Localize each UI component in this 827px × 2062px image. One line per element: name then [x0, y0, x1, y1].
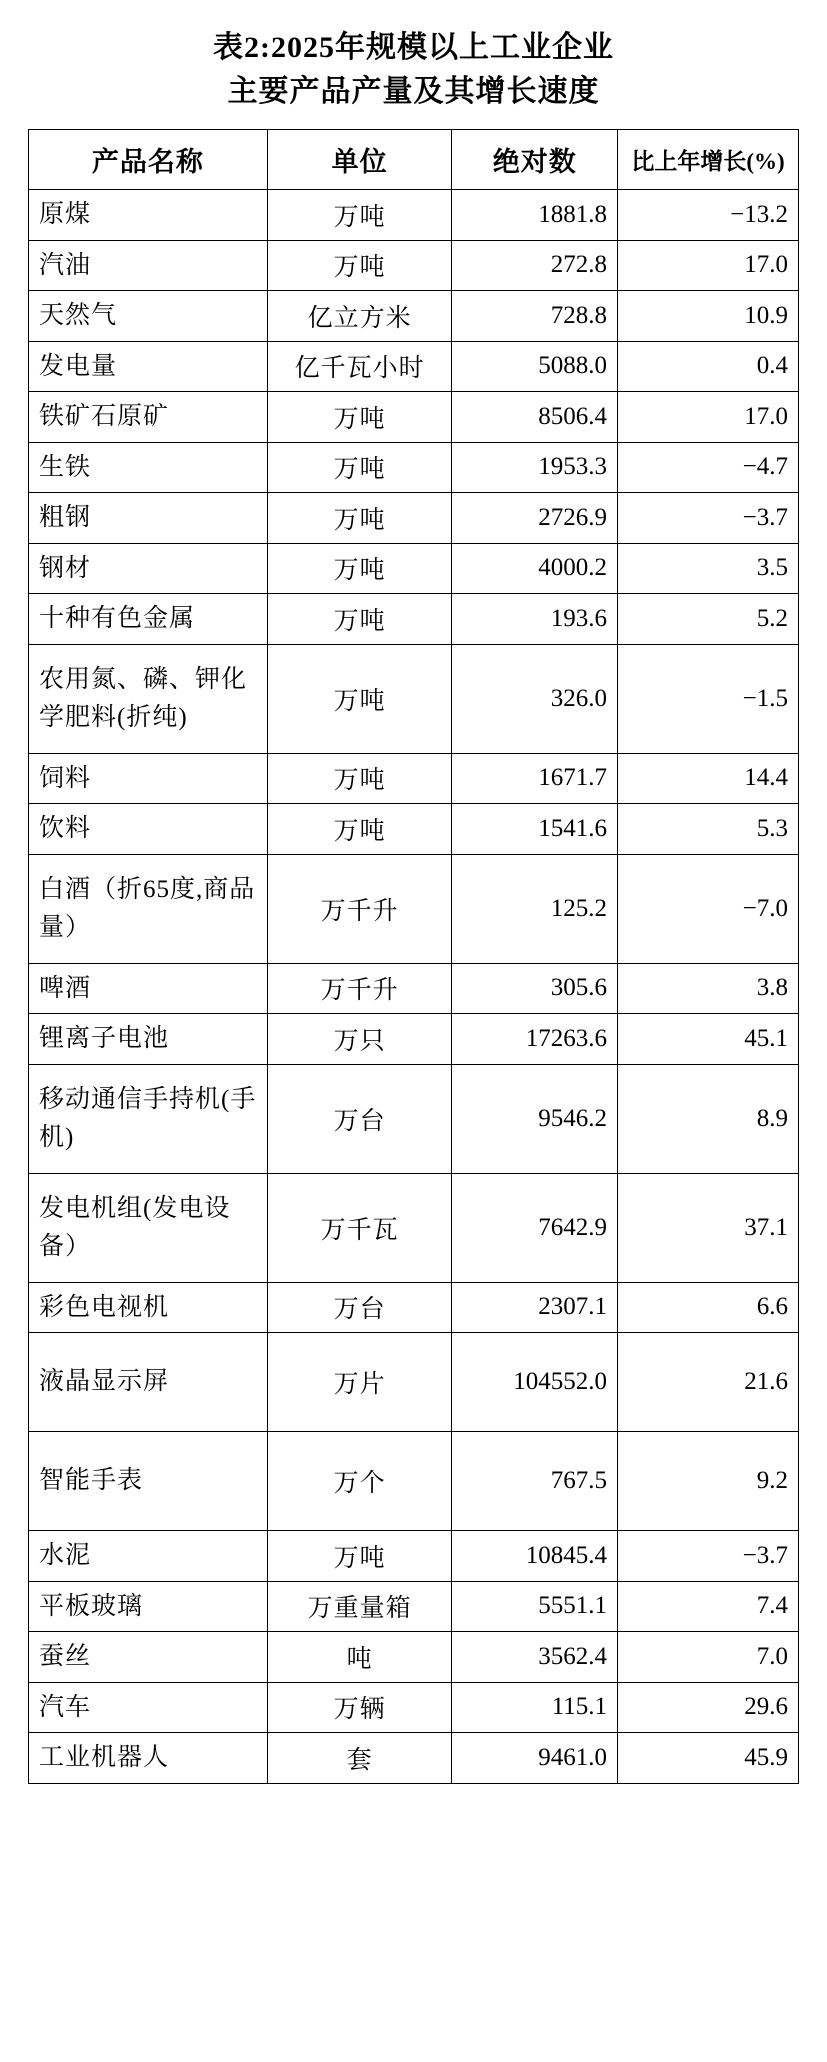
cell-absolute-value: 193.6 — [452, 594, 618, 645]
table-row — [29, 493, 799, 544]
cell-growth-rate: 6.6 — [618, 1282, 799, 1333]
cell-growth-rate: −7.0 — [618, 854, 799, 963]
cell-unit: 套 — [267, 1733, 452, 1784]
table-row — [29, 1432, 799, 1531]
cell-unit: 万片 — [267, 1333, 452, 1432]
table-row — [29, 543, 799, 594]
page-title-line-2: 主要产品产量及其增长速度 — [227, 74, 600, 108]
cell-unit: 万台 — [267, 1282, 452, 1333]
cell-unit: 万吨 — [267, 392, 452, 443]
cell-absolute-value: 1881.8 — [452, 190, 618, 241]
table-row — [29, 240, 799, 291]
cell-growth-rate: 29.6 — [618, 1682, 799, 1733]
column-header-absolute: 绝对数 — [452, 130, 618, 190]
table-row — [29, 291, 799, 342]
cell-absolute-value: 767.5 — [452, 1432, 618, 1531]
cell-product-name: 粗钢 — [29, 493, 268, 544]
cell-unit: 万吨 — [267, 644, 452, 753]
table-row — [29, 190, 799, 241]
cell-product-name: 白酒（折65度,商品量） — [29, 854, 268, 963]
cell-absolute-value: 1953.3 — [452, 442, 618, 493]
cell-absolute-value: 9546.2 — [452, 1064, 618, 1173]
table-row — [29, 1064, 799, 1173]
cell-unit: 亿千瓦小时 — [267, 341, 452, 392]
cell-product-name: 钢材 — [29, 543, 268, 594]
cell-product-name: 发电机组(发电设备） — [29, 1173, 268, 1282]
cell-growth-rate: 7.4 — [618, 1581, 799, 1632]
cell-unit: 万吨 — [267, 240, 452, 291]
cell-unit: 万千升 — [267, 854, 452, 963]
cell-absolute-value: 125.2 — [452, 854, 618, 963]
cell-growth-rate: 5.2 — [618, 594, 799, 645]
cell-growth-rate: 37.1 — [618, 1173, 799, 1282]
table-row — [29, 1531, 799, 1582]
cell-growth-rate: 10.9 — [618, 291, 799, 342]
cell-absolute-value: 8506.4 — [452, 392, 618, 443]
table-row — [29, 753, 799, 804]
cell-product-name: 铁矿石原矿 — [29, 392, 268, 443]
cell-unit: 万台 — [267, 1064, 452, 1173]
table-row — [29, 1282, 799, 1333]
table-header — [29, 130, 799, 190]
column-header-growth: 比上年增长(%) — [618, 130, 799, 190]
table-row — [29, 963, 799, 1014]
cell-growth-rate: 7.0 — [618, 1632, 799, 1683]
table-row — [29, 1682, 799, 1733]
cell-unit: 万个 — [267, 1432, 452, 1531]
cell-unit: 万重量箱 — [267, 1581, 452, 1632]
cell-product-name: 饮料 — [29, 804, 268, 855]
cell-absolute-value: 10845.4 — [452, 1531, 618, 1582]
cell-unit: 万辆 — [267, 1682, 452, 1733]
table-row — [29, 442, 799, 493]
cell-absolute-value: 115.1 — [452, 1682, 618, 1733]
cell-product-name: 生铁 — [29, 442, 268, 493]
cell-product-name: 原煤 — [29, 190, 268, 241]
cell-absolute-value: 272.8 — [452, 240, 618, 291]
cell-absolute-value: 5088.0 — [452, 341, 618, 392]
table-row — [29, 341, 799, 392]
cell-growth-rate: 5.3 — [618, 804, 799, 855]
table-row — [29, 392, 799, 443]
cell-product-name: 工业机器人 — [29, 1733, 268, 1784]
cell-growth-rate: −4.7 — [618, 442, 799, 493]
page-title — [28, 26, 799, 113]
table-row — [29, 644, 799, 753]
cell-absolute-value: 305.6 — [452, 963, 618, 1014]
cell-absolute-value: 4000.2 — [452, 543, 618, 594]
table-row — [29, 1014, 799, 1065]
column-header-product-name: 产品名称 — [29, 130, 268, 190]
cell-growth-rate: 21.6 — [618, 1333, 799, 1432]
cell-absolute-value: 9461.0 — [452, 1733, 618, 1784]
cell-absolute-value: 1671.7 — [452, 753, 618, 804]
cell-product-name: 平板玻璃 — [29, 1581, 268, 1632]
cell-product-name: 汽油 — [29, 240, 268, 291]
cell-growth-rate: 9.2 — [618, 1432, 799, 1531]
cell-absolute-value: 5551.1 — [452, 1581, 618, 1632]
cell-growth-rate: −3.7 — [618, 1531, 799, 1582]
cell-growth-rate: 3.5 — [618, 543, 799, 594]
cell-absolute-value: 104552.0 — [452, 1333, 618, 1432]
table-row — [29, 1581, 799, 1632]
table-row — [29, 1733, 799, 1784]
cell-product-name: 发电量 — [29, 341, 268, 392]
table-row — [29, 854, 799, 963]
cell-product-name: 饲料 — [29, 753, 268, 804]
cell-growth-rate: 45.9 — [618, 1733, 799, 1784]
cell-product-name: 彩色电视机 — [29, 1282, 268, 1333]
cell-unit: 万千瓦 — [267, 1173, 452, 1282]
cell-absolute-value: 1541.6 — [452, 804, 618, 855]
cell-absolute-value: 2726.9 — [452, 493, 618, 544]
cell-growth-rate: 3.8 — [618, 963, 799, 1014]
table-row — [29, 594, 799, 645]
cell-product-name: 汽车 — [29, 1682, 268, 1733]
cell-growth-rate: −13.2 — [618, 190, 799, 241]
cell-unit: 万吨 — [267, 594, 452, 645]
cell-unit: 万吨 — [267, 493, 452, 544]
cell-unit: 亿立方米 — [267, 291, 452, 342]
industrial-products-table — [28, 129, 799, 1784]
cell-growth-rate: 17.0 — [618, 240, 799, 291]
page-title-line-1: 表2:2025年规模以上工业企业 — [213, 31, 614, 64]
table-row — [29, 1333, 799, 1432]
cell-unit: 万吨 — [267, 442, 452, 493]
column-header-unit: 单位 — [267, 130, 452, 190]
cell-unit: 万吨 — [267, 1531, 452, 1582]
cell-growth-rate: 8.9 — [618, 1064, 799, 1173]
cell-absolute-value: 728.8 — [452, 291, 618, 342]
cell-product-name: 移动通信手持机(手机) — [29, 1064, 268, 1173]
cell-absolute-value: 17263.6 — [452, 1014, 618, 1065]
table-row — [29, 1173, 799, 1282]
cell-product-name: 天然气 — [29, 291, 268, 342]
cell-unit: 万吨 — [267, 543, 452, 594]
cell-absolute-value: 2307.1 — [452, 1282, 618, 1333]
table-row — [29, 1632, 799, 1683]
table-header-row — [29, 130, 799, 190]
cell-unit: 万吨 — [267, 804, 452, 855]
cell-unit: 万吨 — [267, 753, 452, 804]
cell-product-name: 十种有色金属 — [29, 594, 268, 645]
cell-absolute-value: 326.0 — [452, 644, 618, 753]
cell-unit: 万吨 — [267, 190, 452, 241]
cell-growth-rate: −1.5 — [618, 644, 799, 753]
cell-unit: 万只 — [267, 1014, 452, 1065]
table-row — [29, 804, 799, 855]
cell-growth-rate: 14.4 — [618, 753, 799, 804]
cell-growth-rate: −3.7 — [618, 493, 799, 544]
cell-unit: 吨 — [267, 1632, 452, 1683]
cell-product-name: 锂离子电池 — [29, 1014, 268, 1065]
cell-product-name: 啤酒 — [29, 963, 268, 1014]
cell-unit: 万千升 — [267, 963, 452, 1014]
cell-growth-rate: 17.0 — [618, 392, 799, 443]
cell-absolute-value: 3562.4 — [452, 1632, 618, 1683]
cell-product-name: 水泥 — [29, 1531, 268, 1582]
cell-product-name: 智能手表 — [29, 1432, 268, 1531]
cell-growth-rate: 45.1 — [618, 1014, 799, 1065]
table-body — [29, 190, 799, 1784]
cell-growth-rate: 0.4 — [618, 341, 799, 392]
cell-product-name: 农用氮、磷、钾化学肥料(折纯) — [29, 644, 268, 753]
cell-product-name: 蚕丝 — [29, 1632, 268, 1683]
cell-absolute-value: 7642.9 — [452, 1173, 618, 1282]
cell-product-name: 液晶显示屏 — [29, 1333, 268, 1432]
